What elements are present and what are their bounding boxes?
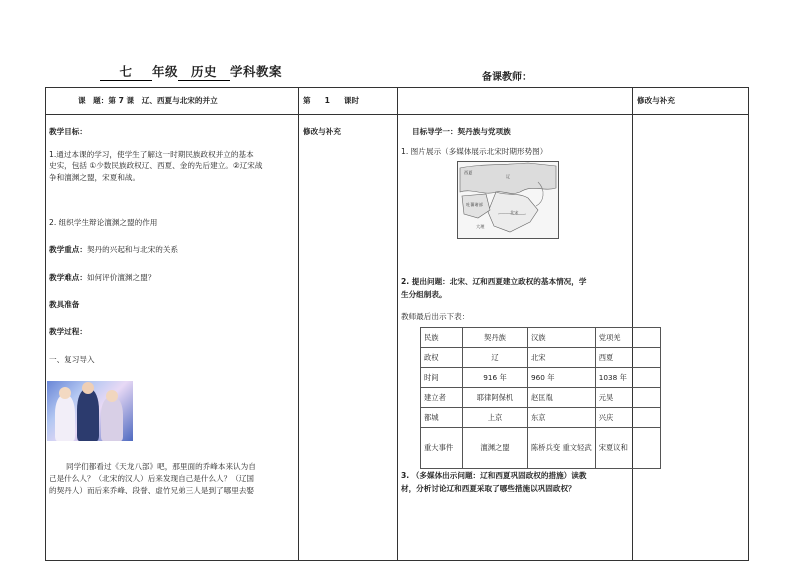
table-cell: 党项羌 [595,328,660,348]
goal1-line-2: 史实，包括 ①少数民族政权辽、西夏、金的先后建立。②辽宋战 [49,161,263,170]
intro-para-line-1: 同学们都看过《天龙八部》吧，那里面的乔峰本来认为自 [66,462,256,471]
doc-type: 学科教案 [230,64,283,79]
table-row [421,348,661,368]
map-drawing [458,162,558,238]
page-title [100,62,282,81]
process-heading: 教学过程： [49,327,87,336]
teacher-show-line: 教师最后出示下表： [401,312,470,321]
question2-line-2: 生分组制表。 [401,290,447,299]
table-cell: 960 年 [528,368,596,388]
table-cell: 建立者 [421,388,463,408]
table-cell: 耶律阿保机 [463,388,528,408]
goal2: 2. 组织学生辩论澶渊之盟的作用 [49,218,158,227]
teacher-label: 备课教师： [482,72,532,83]
table-cell: 时间 [421,368,463,388]
table-cell: 民族 [421,328,463,348]
table-cell: 汉族 [528,328,596,348]
table-cell: 都城 [421,408,463,428]
question3-line-2: 材，分析讨论辽和西夏采取了哪些措施以巩固政权？ [401,484,576,493]
table-row [421,328,661,348]
intro-para-line-2: 己是什么人？（北宋的汉人）后来发现自己是什么人？（辽国 [49,474,255,483]
period-prefix: 第 [303,96,311,105]
period-number: 1 [324,96,330,105]
key-point-label: 教学重点： [49,245,87,254]
table-cell: 1038 年 [595,368,660,388]
table-border-left [45,87,46,561]
period-suffix: 课时 [343,96,360,105]
period-label [303,95,359,106]
map-label-dali: 大理 [476,224,485,229]
table-col-divider-2 [397,87,398,561]
table-row [421,428,661,469]
question2-line-1: 2. 提出问题：北宋、辽和西夏建立政权的基本情况，学 [401,277,587,286]
intro-para-line-3: 的契丹人）而后来乔峰、段誉、虚竹兄弟三人是到了哪里去娶 [49,486,255,495]
grade-value: 七 [100,62,152,81]
map-label-xixia: 西夏 [464,170,473,175]
table-cell: 澶渊之盟 [463,428,528,469]
mid-column-head: 修改与补充 [303,127,341,136]
table-col-divider-3 [632,87,633,561]
tools-heading: 教具准备 [49,300,80,309]
map-label-song: 北宋 [510,210,519,215]
subject-value: 历史 [178,62,230,81]
map-label-tubo: 吐蕃诸部 [466,202,483,207]
step1-heading: 一、复习导入 [49,355,95,364]
drama-still-photo [47,381,133,441]
table-cell: 东京 [528,408,596,428]
lesson-title: 课 题：第 7 课 辽、西夏与北宋的并立 [78,96,218,105]
goal1-line-3: 争和澶渊之盟，宋夏和战。 [49,173,141,182]
key-point [49,244,178,255]
table-row [421,368,661,388]
table-cell: 上京 [463,408,528,428]
song-period-map [457,161,559,239]
table-cell: 辽 [463,348,528,368]
table-row [421,388,661,408]
table-border-right [748,87,749,561]
table-cell: 陈桥兵变 重文轻武 [528,428,596,469]
question3-line-1: 3. （多媒体出示问题：辽和西夏巩固政权的措施）读教 [401,471,587,480]
table-row [421,408,661,428]
image-show-line: 1. 图片展示（多媒体展示北宋时期形势图） [401,147,548,156]
table-cell: 西夏 [595,348,660,368]
key-point-text: 契丹的兴起和与北宋的关系 [86,245,179,254]
table-cell: 元昊 [595,388,660,408]
difficult-point [49,272,155,283]
table-cell: 赵匡胤 [528,388,596,408]
goal1-line-1: 1.通过本课的学习，使学生了解这一时期民族政权并立的基本 [49,150,254,159]
right-column-head: 修改与补充 [637,96,675,105]
goals-title: 教学目标： [49,127,87,136]
table-cell: 兴庆 [595,408,660,428]
table-cell: 宋夏议和 [595,428,660,469]
table-cell: 北宋 [528,348,596,368]
guide1-heading: 目标导学一：契丹族与党项族 [412,127,511,136]
table-cell: 政权 [421,348,463,368]
grade-suffix: 年级 [152,64,179,79]
table-cell: 重大事件 [421,428,463,469]
difficult-point-text: 如何评价澶渊之盟？ [86,273,156,282]
table-cell: 916 年 [463,368,528,388]
table-cell: 契丹族 [463,328,528,348]
regime-table [420,327,661,469]
difficult-point-label: 教学难点： [49,273,87,282]
map-label-liao: 辽 [506,174,511,179]
table-col-divider-1 [298,87,299,561]
